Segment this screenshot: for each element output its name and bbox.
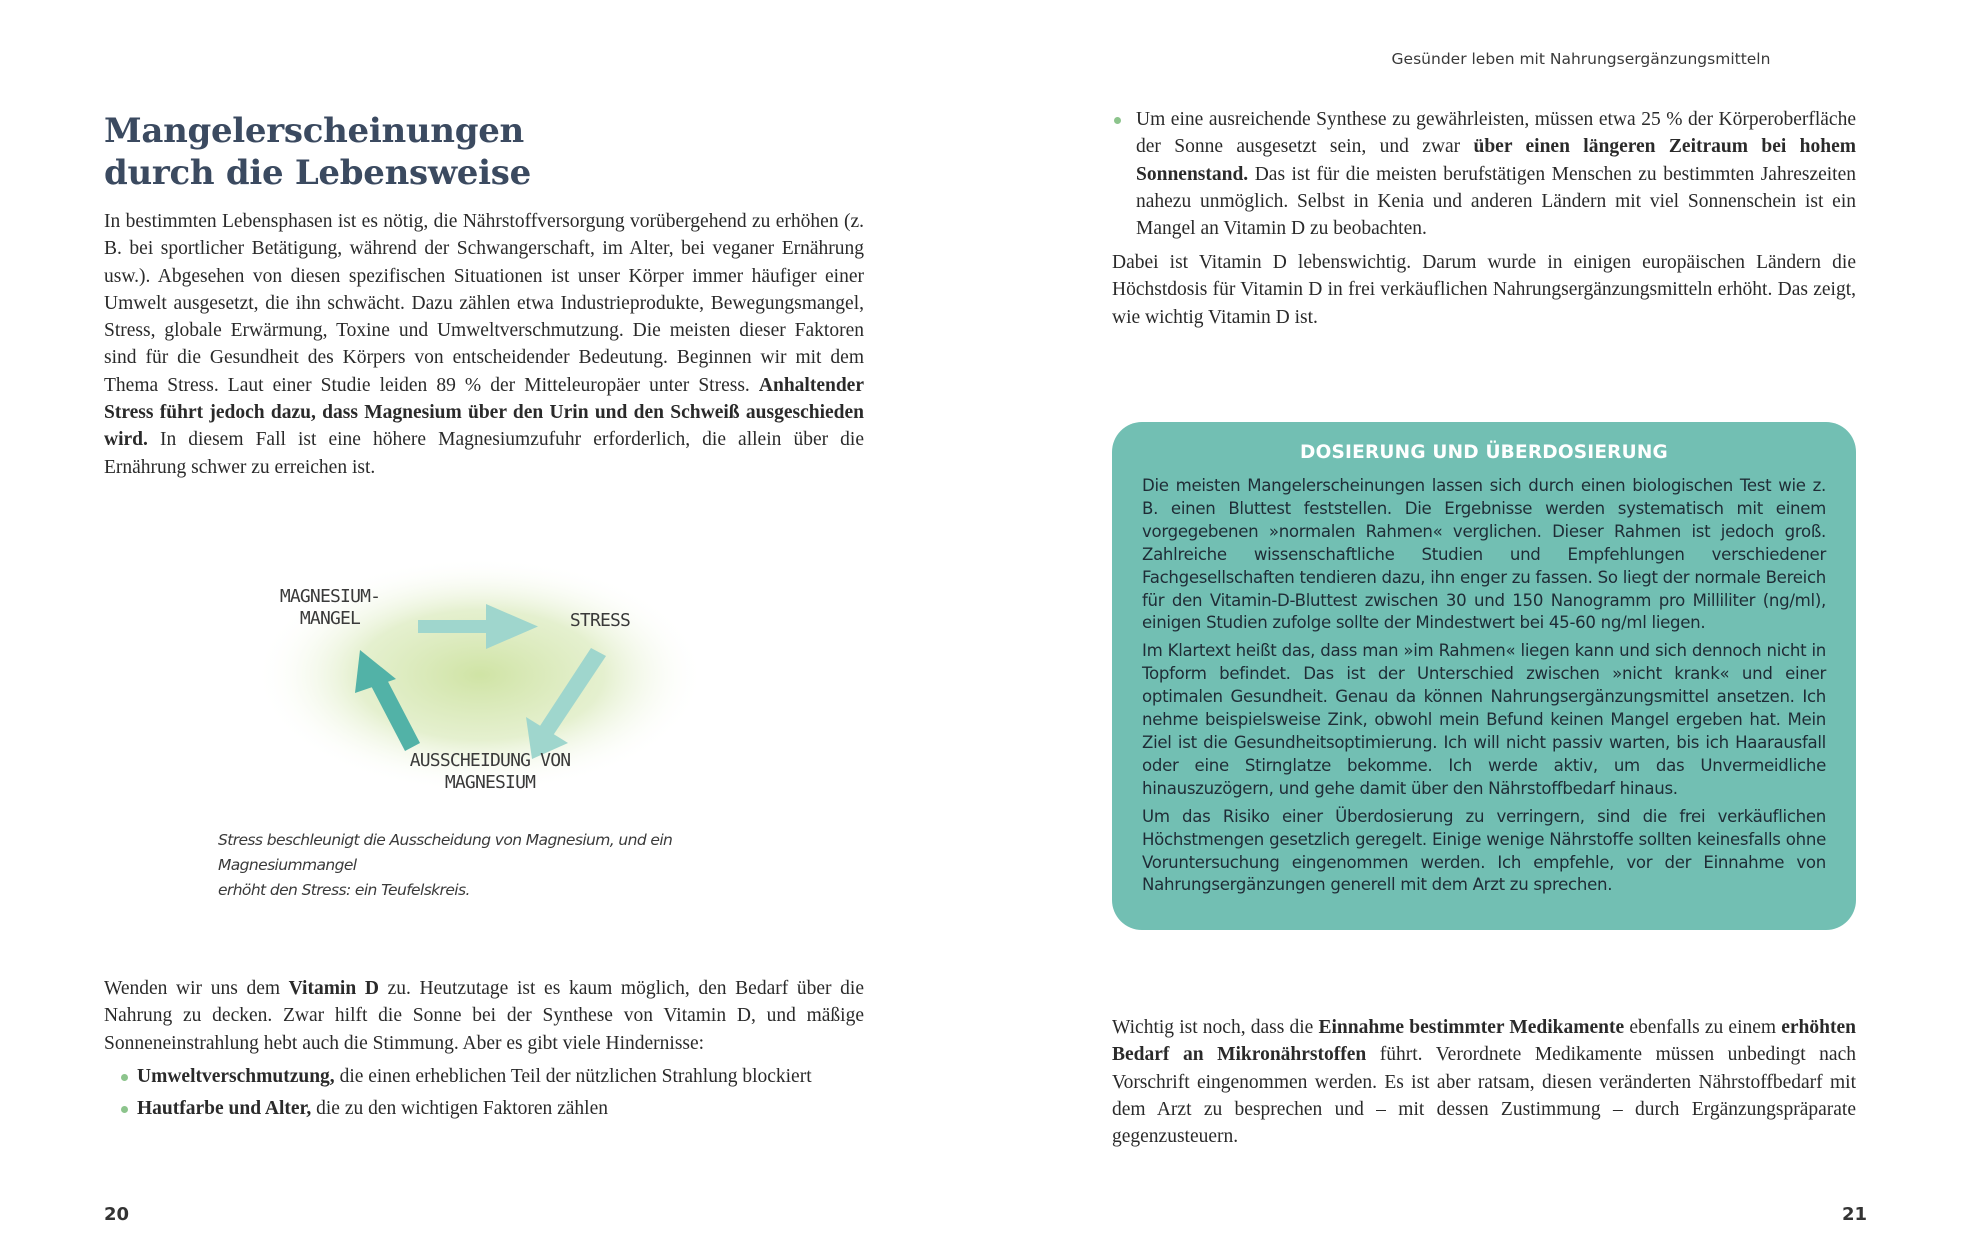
text-run: zu. Heutzutage ist es kaum möglich, den Bedarf über die Nahrung zu decken. Zwar hilft die Sonne bei der Synthese von Vitamin D, und mäßige Sonneneinstrahlung hebt auch die Stimmung. Aber es gibt viele Hindernisse: [104, 978, 864, 1054]
list-item [104, 1095, 864, 1122]
bold-emphasis: Einnahme bestimmter Medikamente [1318, 1017, 1625, 1038]
info-box-paragraph: Um das Risiko einer Überdosierung zu verringern, sind die frei verkäuflichen Höchstmengen gesetzlich geregelt. Einige wenige Nährstoffe sollten keinesfalls ohne Voruntersuchung eingenommen werden. Ich empfehle, vor der Einnahme von Nahrungsergänzungen generell mit dem Arzt zu sprechen. [1142, 806, 1826, 895]
medication-paragraph [1112, 1014, 1856, 1150]
bold-emphasis: über einen längeren Zeitraum bei hohem Sonnenstand. [1136, 136, 1856, 185]
text-run: Das ist für die meisten berufstätigen Menschen zu bestimmten Jahreszeiten nahezu unmöglich. Selbst in Kenia und anderen Ländern mit viel Sonnenschein ist ein Mangel an Vitamin D zu beobachten. [1136, 163, 1856, 240]
text-run: ebenfalls zu einem [1624, 1017, 1782, 1038]
heading-line-2: durch die Lebensweise [104, 153, 531, 193]
page-number-left: 20 [104, 1204, 130, 1225]
page-number-right: 21 [1842, 1204, 1868, 1225]
list-item [1112, 106, 1856, 242]
bold-emphasis: Anhaltender Stress führt jedoch dazu, dass Magnesium über den Urin und den Schweiß ausgeschieden wird. [104, 374, 864, 451]
heading-line-1: Mangelerscheinungen [104, 111, 524, 151]
label-stress: STRESS [569, 610, 631, 631]
bullet-dot [121, 1074, 128, 1081]
list-item [104, 1063, 864, 1090]
info-box-paragraph: Im Klartext heißt das, dass man »im Rahmen« liegen kann und sich dennoch nicht in Topform befindet. Das ist der Unterschied zwischen »nicht krank« und einer optimalen Gesundheit. Genau da können Nahrungsergänzungsmittel ansetzen. Ich nehme beispielsweise Zink, obwohl mein Befund keinen Mangel ergeben hat. Mein Ziel ist die Gesundheitsoptimierung. Ich will nicht passiv warten, bis ich Haarausfall oder eine Stirnglatze bekomme. Ich werde aktiv, um das Unvermeidliche hinauszuzögern, und gehe damit über den Nährstoffbedarf hinaus. [1142, 641, 1826, 798]
info-box-title: DOSIERUNG UND ÜBERDOSIERUNG [1300, 442, 1668, 463]
section-heading [104, 110, 531, 194]
intro-paragraph [104, 208, 864, 481]
label-ausscheidung: AUSSCHEIDUNG VON MAGNESIUM [409, 750, 571, 793]
text-run: führt. Verordnete Medikamente müssen unbedingt nach Vorschrift eingenommen werden. Es ist aber ratsam, diesen veränderten Nährstoffbedarf mit dem Arzt zu besprechen und – mit dessen Zustimmung – durch Ergänzungspräparate gegenzusteuern. [1112, 1044, 1856, 1148]
vitamin-d-importance-paragraph [1112, 249, 1856, 331]
text-run: die einen erheblichen Teil der nützlichen Strahlung blockiert [334, 1065, 812, 1087]
obstacle-list [104, 1063, 864, 1123]
vicious-circle-diagram [250, 560, 770, 830]
vitamin-d-section [104, 975, 864, 1127]
text-run: Wenden wir uns dem [104, 978, 289, 999]
right-page [983, 0, 1966, 1256]
info-box-paragraph: Die meisten Mangelerscheinungen lassen sich durch einen biologischen Test wie z. B. einen Bluttest feststellen. Die Ergebnisse werden systematisch mit einem vorgegebenen »normalen Rahmen« verglichen. Dieser Rahmen ist jedoch groß. Zahlreiche wissenschaftliche Studien und Empfehlungen verschiedener Fachgesellschaften tendieren dazu, ihn enger zu fassen. So liegt der normale Bereich für den Vitamin-D-Bluttest zwischen 30 und 150 Nanogramm pro Milliliter (ng/ml), einigen Studien zufolge sollte der Mindestwert bei 45-60 ng/ml liegen. [1142, 476, 1826, 633]
text-run: Um eine ausreichende Synthese zu gewährleisten, müssen etwa 25 % der Körperoberfläche der Sonne ausgesetzt sein, und zwar [1136, 109, 1856, 158]
bullet-dot [1114, 117, 1121, 124]
text-run: In bestimmten Lebensphasen ist es nötig, die Nährstoffversorgung vorübergehend zu erhöhen (z. B. bei sportlicher Betätigung, während der Schwangerschaft, im Alter, bei veganer Ernährung usw.). Abgesehen von diesen spezifischen Situationen ist unser Körper immer häufiger einer Umwelt ausgesetzt, die ihn schwächt. Dazu zählen etwa Industrieprodukte, Bewegungsmangel, Stress, globale Erwärmung, Toxine und Umweltverschmutzung. Die meisten dieser Faktoren sind für die Gesundheit des Körpers von entscheidender Bedeutung. Beginnen wir mit dem Thema Stress. Laut einer Studie leiden 89 % der Mitteleuropäer unter Stress. [104, 211, 864, 396]
text-run: Dabei ist Vitamin D lebenswichtig. Darum wurde in einigen europäischen Ländern die Höchstdosis für Vitamin D in frei verkäuflichen Nahrungsergänzungsmitteln erhöht. Das zeigt, wie wichtig Vitamin D ist. [1112, 252, 1856, 328]
info-box-dosierung [1112, 422, 1856, 930]
bold-emphasis: Vitamin D [288, 978, 379, 999]
bold-emphasis: Umweltverschmutzung, [137, 1065, 335, 1087]
text-run: In diesem Fall ist eine höhere Magnesiumzufuhr erforderlich, die allein über die Ernährung schwer zu erreichen ist. [104, 429, 864, 478]
bold-emphasis: erhöhten Bedarf an Mikronährstoffen [1112, 1017, 1856, 1066]
diagram-caption: Stress beschleunigt die Ausscheidung von Magnesium, und ein Magnesiummangel erhöht den Stress: ein Teufelskreis. [218, 831, 673, 899]
text-run: die zu den wichtigen Faktoren zählen [311, 1098, 608, 1120]
continued-list [1112, 106, 1856, 247]
text-run: Wichtig ist noch, dass die [1112, 1017, 1319, 1038]
bullet-dot [121, 1106, 128, 1113]
label-magnesiummangel: MAGNESIUM- MANGEL [279, 586, 381, 629]
vitamin-d-paragraph [104, 975, 864, 1057]
running-head: Gesünder leben mit Nahrungsergänzungsmitteln [1391, 50, 1771, 68]
bold-emphasis: Hautfarbe und Alter, [137, 1098, 312, 1120]
